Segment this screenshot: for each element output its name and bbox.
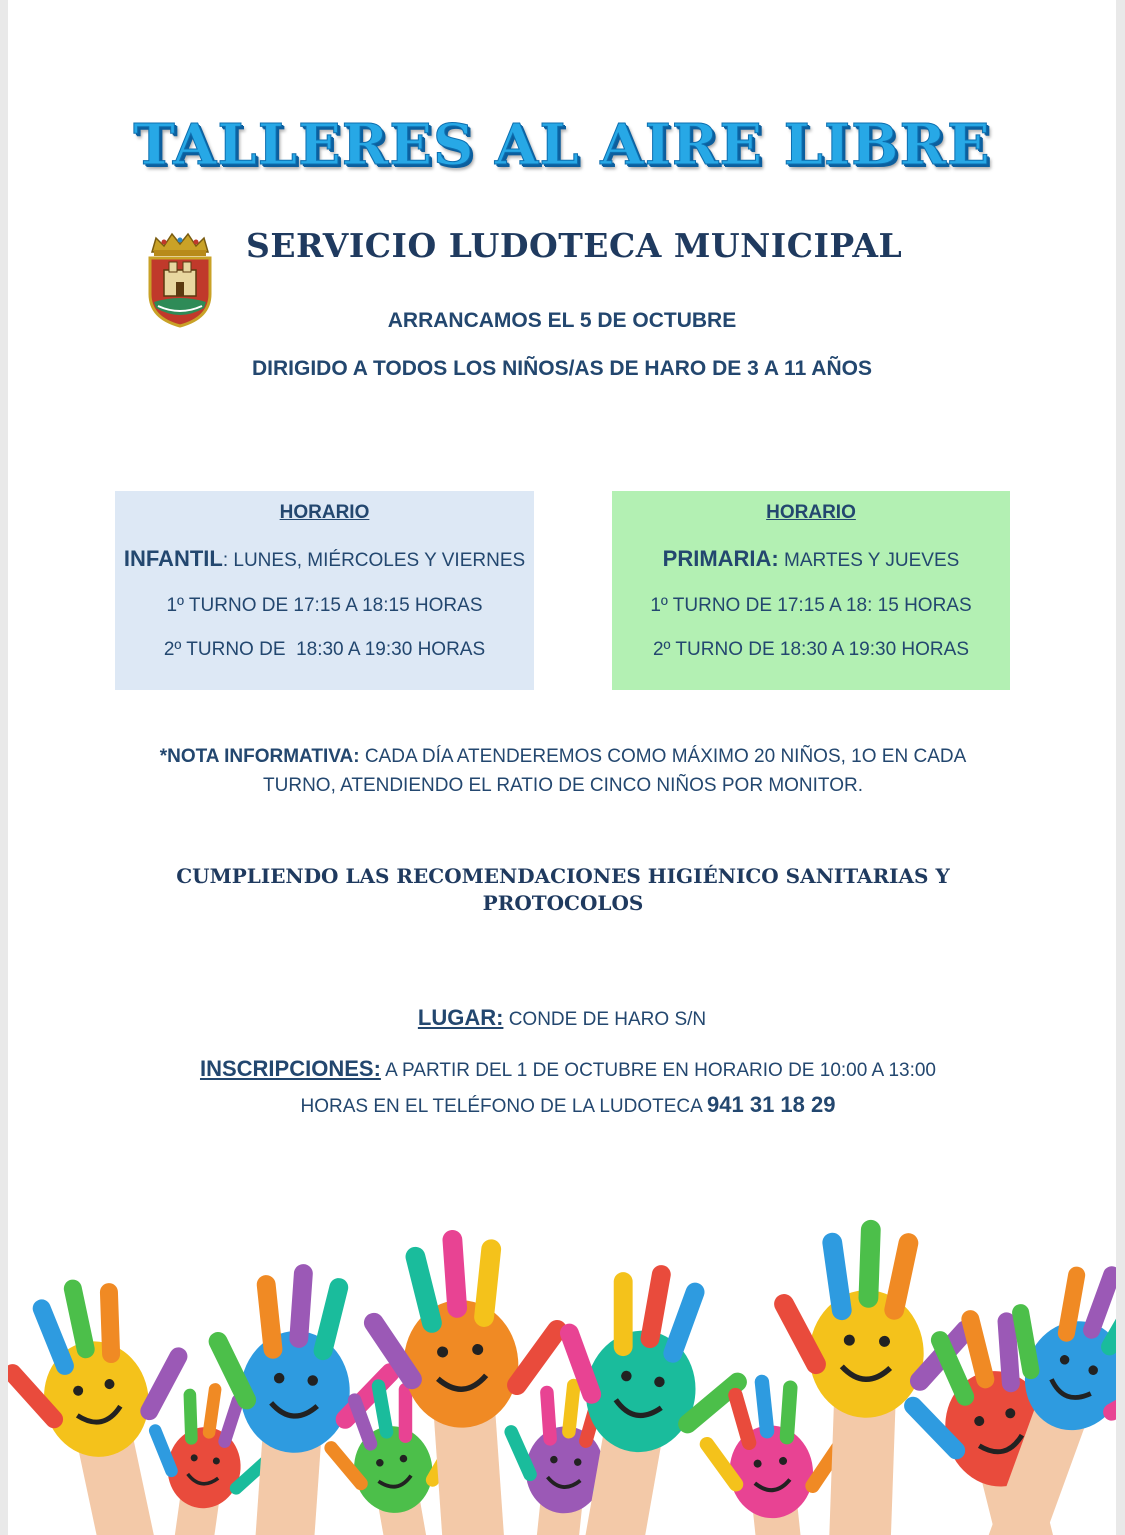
target-audience-line: DIRIGIDO A TODOS LOS NIÑOS/AS DE HARO DE 3 A 11 AÑOS xyxy=(252,357,872,380)
poster-title: TALLERES AL AIRE LIBRE xyxy=(133,112,991,178)
infantil-days: : LUNES, MIÉRCOLES Y VIERNES xyxy=(222,550,526,571)
infantil-label: INFANTIL xyxy=(123,546,223,571)
phone-number: 941 31 18 29 xyxy=(707,1092,836,1117)
infantil-turn-1: 1º TURNO DE 17:15 A 18:15 HORAS xyxy=(166,595,483,616)
primaria-turn-1: 1º TURNO DE 17:15 A 18: 15 HORAS xyxy=(650,595,972,616)
infantil-days-row xyxy=(115,546,534,572)
primaria-days: MARTES Y JUEVES xyxy=(778,550,960,571)
info-note xyxy=(148,742,978,800)
infantil-schedule-box xyxy=(115,491,534,690)
primaria-days-row xyxy=(612,546,1010,572)
primaria-schedule-box xyxy=(612,491,1010,690)
service-title: SERVICIO LUDOTECA MUNICIPAL xyxy=(246,226,903,265)
start-date-line: ARRANCAMOS EL 5 DE OCTUBRE xyxy=(387,309,737,332)
infantil-turn-2: 2º TURNO DE 18:30 A 19:30 HORAS xyxy=(163,639,486,660)
location-line xyxy=(8,1005,1116,1031)
primaria-heading: HORARIO xyxy=(766,502,856,523)
registration-text: A PARTIR DEL 1 DE OCTUBRE EN HORARIO DE 10:00 A 13:00 HORAS EN EL TELÉFONO DE LA LUDOTECA xyxy=(300,1060,936,1117)
primaria-turn-2: 2º TURNO DE 18:30 A 19:30 HORAS xyxy=(652,639,969,660)
compliance-note: CUMPLIENDO LAS RECOMENDACIONES HIGIÉNICO SANITARIAS Y PROTOCOLOS xyxy=(176,864,950,915)
info-note-text: CADA DÍA ATENDEREMOS COMO MÁXIMO 20 NIÑOS, 1O EN CADA TURNO, ATENDIENDO EL RATIO DE CINCO NIÑOS POR MONITOR. xyxy=(263,746,967,796)
location-value: CONDE DE HARO S/N xyxy=(503,1009,707,1030)
infantil-heading: HORARIO xyxy=(279,502,370,523)
registration-label: INSCRIPCIONES: xyxy=(199,1056,381,1081)
info-note-label: *NOTA INFORMATIVA: xyxy=(159,746,360,767)
poster-page xyxy=(8,0,1116,1535)
location-label: LUGAR: xyxy=(417,1005,504,1030)
primaria-label: PRIMARIA: xyxy=(662,546,779,571)
painted-hands-illustration xyxy=(8,1190,1116,1535)
registration-info xyxy=(198,1052,938,1124)
